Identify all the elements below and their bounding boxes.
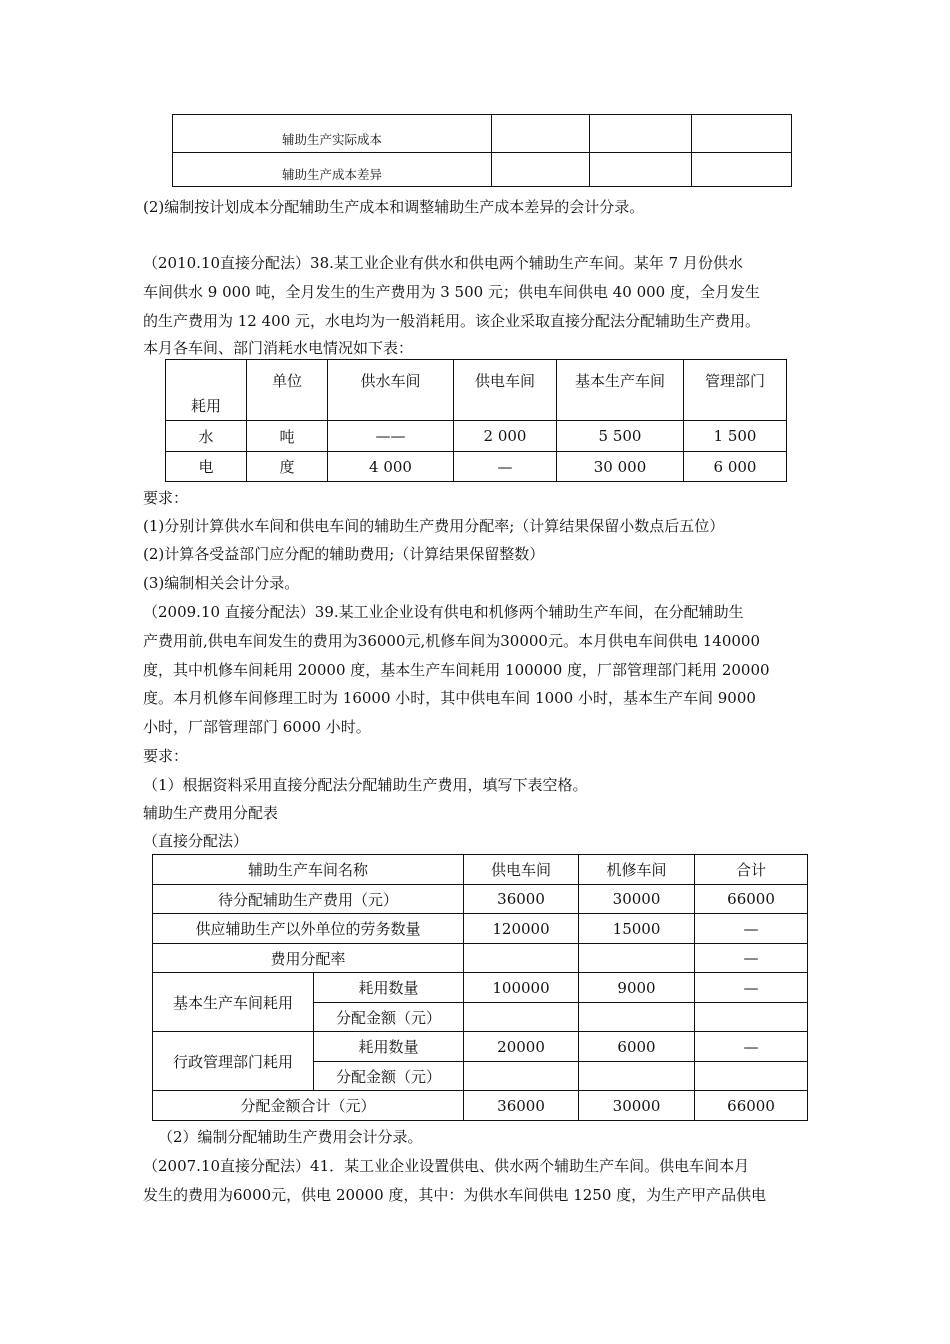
row-label: 辅助生产成本差异	[173, 153, 492, 187]
table-cell: 66000	[695, 1091, 808, 1121]
table-cell: —	[454, 452, 557, 482]
sub-label: 分配金额（元）	[314, 1003, 464, 1032]
table-cell: —	[695, 973, 808, 1003]
column-header: 供电车间	[454, 360, 557, 421]
table-cell	[464, 944, 579, 973]
sub-label: 分配金额（元）	[314, 1062, 464, 1091]
table-row	[173, 115, 792, 153]
table-cell: 100000	[464, 973, 579, 1003]
row-label: 辅助生产实际成本	[173, 115, 492, 153]
requirement-line: （2）编制分配辅助生产费用会计分录。	[158, 1128, 423, 1146]
table-cell: 30 000	[557, 452, 684, 482]
row-label: 待分配辅助生产费用（元）	[153, 885, 464, 914]
table-cell: 4 000	[328, 452, 454, 482]
row-item: 水	[166, 421, 247, 452]
requirement-line: (2)编制按计划成本分配辅助生产成本和调整辅助生产成本差异的会计分录。	[143, 198, 645, 216]
group-label: 基本生产车间耗用	[153, 973, 314, 1032]
table-cell	[579, 1062, 695, 1091]
table-cell	[590, 115, 692, 153]
requirement-line: (3)编制相关会计分录。	[143, 574, 300, 592]
table-cell: 30000	[579, 1091, 695, 1121]
table-cell	[464, 1062, 579, 1091]
table-subtitle: （直接分配法）	[143, 832, 249, 850]
table-cell: 36000	[464, 1091, 579, 1121]
table-cell: 15000	[579, 914, 695, 944]
column-header: 管理部门	[684, 360, 787, 421]
column-header: 合计	[695, 855, 808, 885]
q39-text-line: 度。本月机修车间修理工时为 16000 小时，其中供电车间 1000 小时，基本生产车间 9000	[143, 689, 756, 707]
requirements-title: 要求：	[143, 747, 189, 765]
table-cell	[579, 944, 695, 973]
table-cell	[695, 1003, 808, 1032]
q41-text-line: （2007.10直接分配法）41．某工业企业设置供电、供水两个辅助生产车间。供电车间本月	[143, 1157, 750, 1175]
table-cell	[492, 115, 590, 153]
table-cell: 120000	[464, 914, 579, 944]
table-cell: 6000	[579, 1032, 695, 1062]
table-row	[153, 885, 808, 914]
table-cell	[492, 153, 590, 187]
column-header: 机修车间	[579, 855, 695, 885]
allocation-table	[152, 854, 808, 1121]
group-label: 行政管理部门耗用	[153, 1032, 314, 1091]
row-unit: 度	[247, 452, 328, 482]
unit-header: 单位	[247, 360, 328, 421]
row-label: 供应辅助生产以外单位的劳务数量	[153, 914, 464, 944]
row-label: 分配金额合计（元）	[153, 1091, 464, 1121]
column-header: 基本生产车间	[557, 360, 684, 421]
q39-text-line: 产费用前,供电车间发生的费用为36000元,机修车间为30000元。本月供电车间供电 140000	[143, 632, 761, 650]
table-cell	[692, 153, 792, 187]
table-cell: —	[695, 944, 808, 973]
requirement-line: (2)计算各受益部门应分配的辅助费用;（计算结果保留整数）	[143, 545, 545, 563]
table-cell	[579, 1003, 695, 1032]
table-cell	[464, 1003, 579, 1032]
table-cell	[695, 1062, 808, 1091]
table-row	[166, 421, 787, 452]
table-header-row	[153, 855, 808, 885]
corner-bottom-label: 耗用	[190, 397, 221, 415]
water-electricity-table	[165, 359, 787, 482]
table-cell: ——	[328, 421, 454, 452]
requirements-title: 要求：	[143, 489, 189, 507]
table-title: 辅助生产费用分配表	[143, 804, 279, 822]
table-cell: 9000	[579, 973, 695, 1003]
table-cell: 20000	[464, 1032, 579, 1062]
table-cell: 5 500	[557, 421, 684, 452]
table-row	[153, 973, 808, 1003]
cost-table-top	[172, 114, 792, 187]
q39-text-line: 小时，厂部管理部门 6000 小时。	[143, 718, 371, 736]
column-header: 供电车间	[464, 855, 579, 885]
row-unit: 吨	[247, 421, 328, 452]
sub-label: 耗用数量	[314, 973, 464, 1003]
table-row	[153, 944, 808, 973]
table-cell: 2 000	[454, 421, 557, 452]
q39-text-line: （2009.10 直接分配法）39.某工业企业设有供电和机修两个辅助生产车间，在分配辅助生	[143, 603, 744, 621]
table-cell: 6 000	[684, 452, 787, 482]
table-cell: 66000	[695, 885, 808, 914]
table-row	[153, 1091, 808, 1121]
table-row	[173, 153, 792, 187]
column-header: 供水车间	[328, 360, 454, 421]
corner-cell	[166, 360, 247, 421]
q41-text-line: 发生的费用为6000元，供电 20000 度，其中：为供水车间供电 1250 度，为生产甲产品供电	[143, 1186, 767, 1204]
q39-text-line: 度，其中机修车间耗用 20000 度，基本生产车间耗用 100000 度，厂部管理部门耗用 20000	[143, 661, 770, 679]
q38-text-line: （2010.10直接分配法）38.某工业企业有供水和供电两个辅助生产车间。某年 7 月份供水	[143, 254, 743, 272]
row-label: 费用分配率	[153, 944, 464, 973]
q38-text-line: 的生产费用为 12 400 元，水电均为一般消耗用。该企业采取直接分配法分配辅助生产费用。	[143, 312, 761, 330]
table-cell	[692, 115, 792, 153]
table-header-row	[166, 360, 787, 421]
q38-text-line: 车间供水 9 000 吨，全月发生的生产费用为 3 500 元；供电车间供电 40 000 度，全月发生	[143, 283, 760, 301]
table-cell: —	[695, 914, 808, 944]
column-header: 辅助生产车间名称	[153, 855, 464, 885]
sub-label: 耗用数量	[314, 1032, 464, 1062]
row-item: 电	[166, 452, 247, 482]
table-cell: —	[695, 1032, 808, 1062]
requirement-line: (1)分别计算供水车间和供电车间的辅助生产费用分配率;（计算结果保留小数点后五位）	[143, 517, 725, 535]
table-cell: 1 500	[684, 421, 787, 452]
requirement-line: （1）根据资料采用直接分配法分配辅助生产费用，填写下表空格。	[143, 776, 588, 794]
table-cell	[590, 153, 692, 187]
table-cell: 30000	[579, 885, 695, 914]
table-cell: 36000	[464, 885, 579, 914]
table-row	[166, 452, 787, 482]
table-row	[153, 914, 808, 944]
q38-text-line: 本月各车间、部门消耗水电情况如下表：	[143, 339, 414, 357]
table-row	[153, 1032, 808, 1062]
